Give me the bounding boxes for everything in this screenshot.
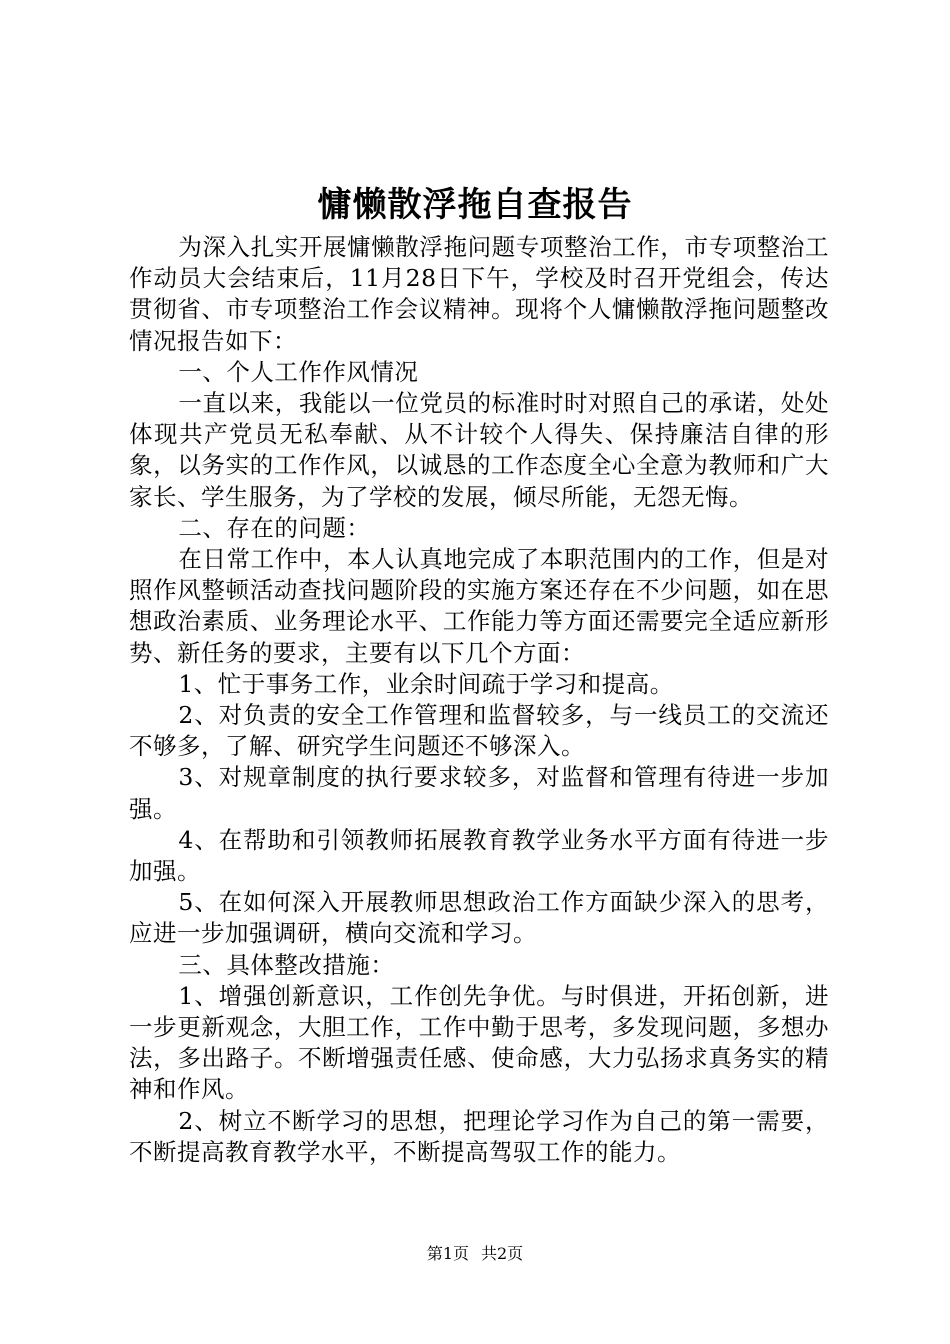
intro-paragraph: 为深入扎实开展慵懒散浮拖问题专项整治工作，市专项整治工作动员大会结束后，11月28日下午，学校及时召开党组会，传达贯彻省、市专项整治工作会议精神。现将个人慵懒散浮拖问题整改情况报告如下： [129, 233, 829, 355]
page-total: 共2页 [481, 1244, 524, 1263]
document-title: 慵懒散浮拖自查报告 [317, 185, 633, 225]
section-heading-problems: 二、存在的问题： [178, 513, 371, 542]
problem-item-2: 2、对负责的安全工作管理和监督较多，与一线员工的交流还不够多，了解、研究学生问题还不够深入。 [129, 701, 829, 761]
problem-item-5: 5、在如何深入开展教师思想政治工作方面缺少深入的思考，应进一步加强调研，横向交流和学习。 [129, 888, 829, 948]
measure-item-1: 1、增强创新意识，工作创先争优。与时俱进，开拓创新，进一步更新观念，大胆工作，工作中勤于思考，多发现问题，多想办法，多出路子。不断增强责任感、使命感，大力弘扬求真务实的精神和作风。 [129, 981, 829, 1104]
problem-item-4: 4、在帮助和引领教师拓展教育教学业务水平方面有待进一步加强。 [129, 825, 829, 886]
section-heading-work-style: 一、个人工作作风情况 [178, 357, 419, 386]
page-footer [0, 1243, 950, 1265]
problem-item-1: 1、忙于事务工作，业余时间疏于学习和提高。 [178, 669, 674, 698]
problems-paragraph: 在日常工作中，本人认真地完成了本职范围内的工作，但是对照作风整顿活动查找问题阶段的实施方案还存在不少问题，如在思想政治素质、业务理论水平、工作能力等方面还需要完全适应新形势、新任务的要求，主要有以下几个方面： [129, 545, 829, 667]
page-number: 第1页 [426, 1244, 469, 1263]
measure-item-2: 2、树立不断学习的思想，把理论学习作为自己的第一需要，不断提高教育教学水平，不断提高驾驭工作的能力。 [129, 1106, 829, 1166]
problem-item-3: 3、对规章制度的执行要求较多，对监督和管理有待进一步加强。 [129, 763, 829, 823]
work-style-paragraph: 一直以来，我能以一位党员的标准时时对照自己的承诺，处处体现共产党员无私奉献、从不计较个人得失、保持廉洁自律的形象，以务实的工作作风，以诚恳的工作态度全心全意为教师和广大家长、学生服务，为了学校的发展，倾尽所能，无怨无悔。 [129, 389, 829, 511]
section-heading-measures: 三、具体整改措施： [178, 950, 395, 979]
document-body [129, 232, 829, 1168]
